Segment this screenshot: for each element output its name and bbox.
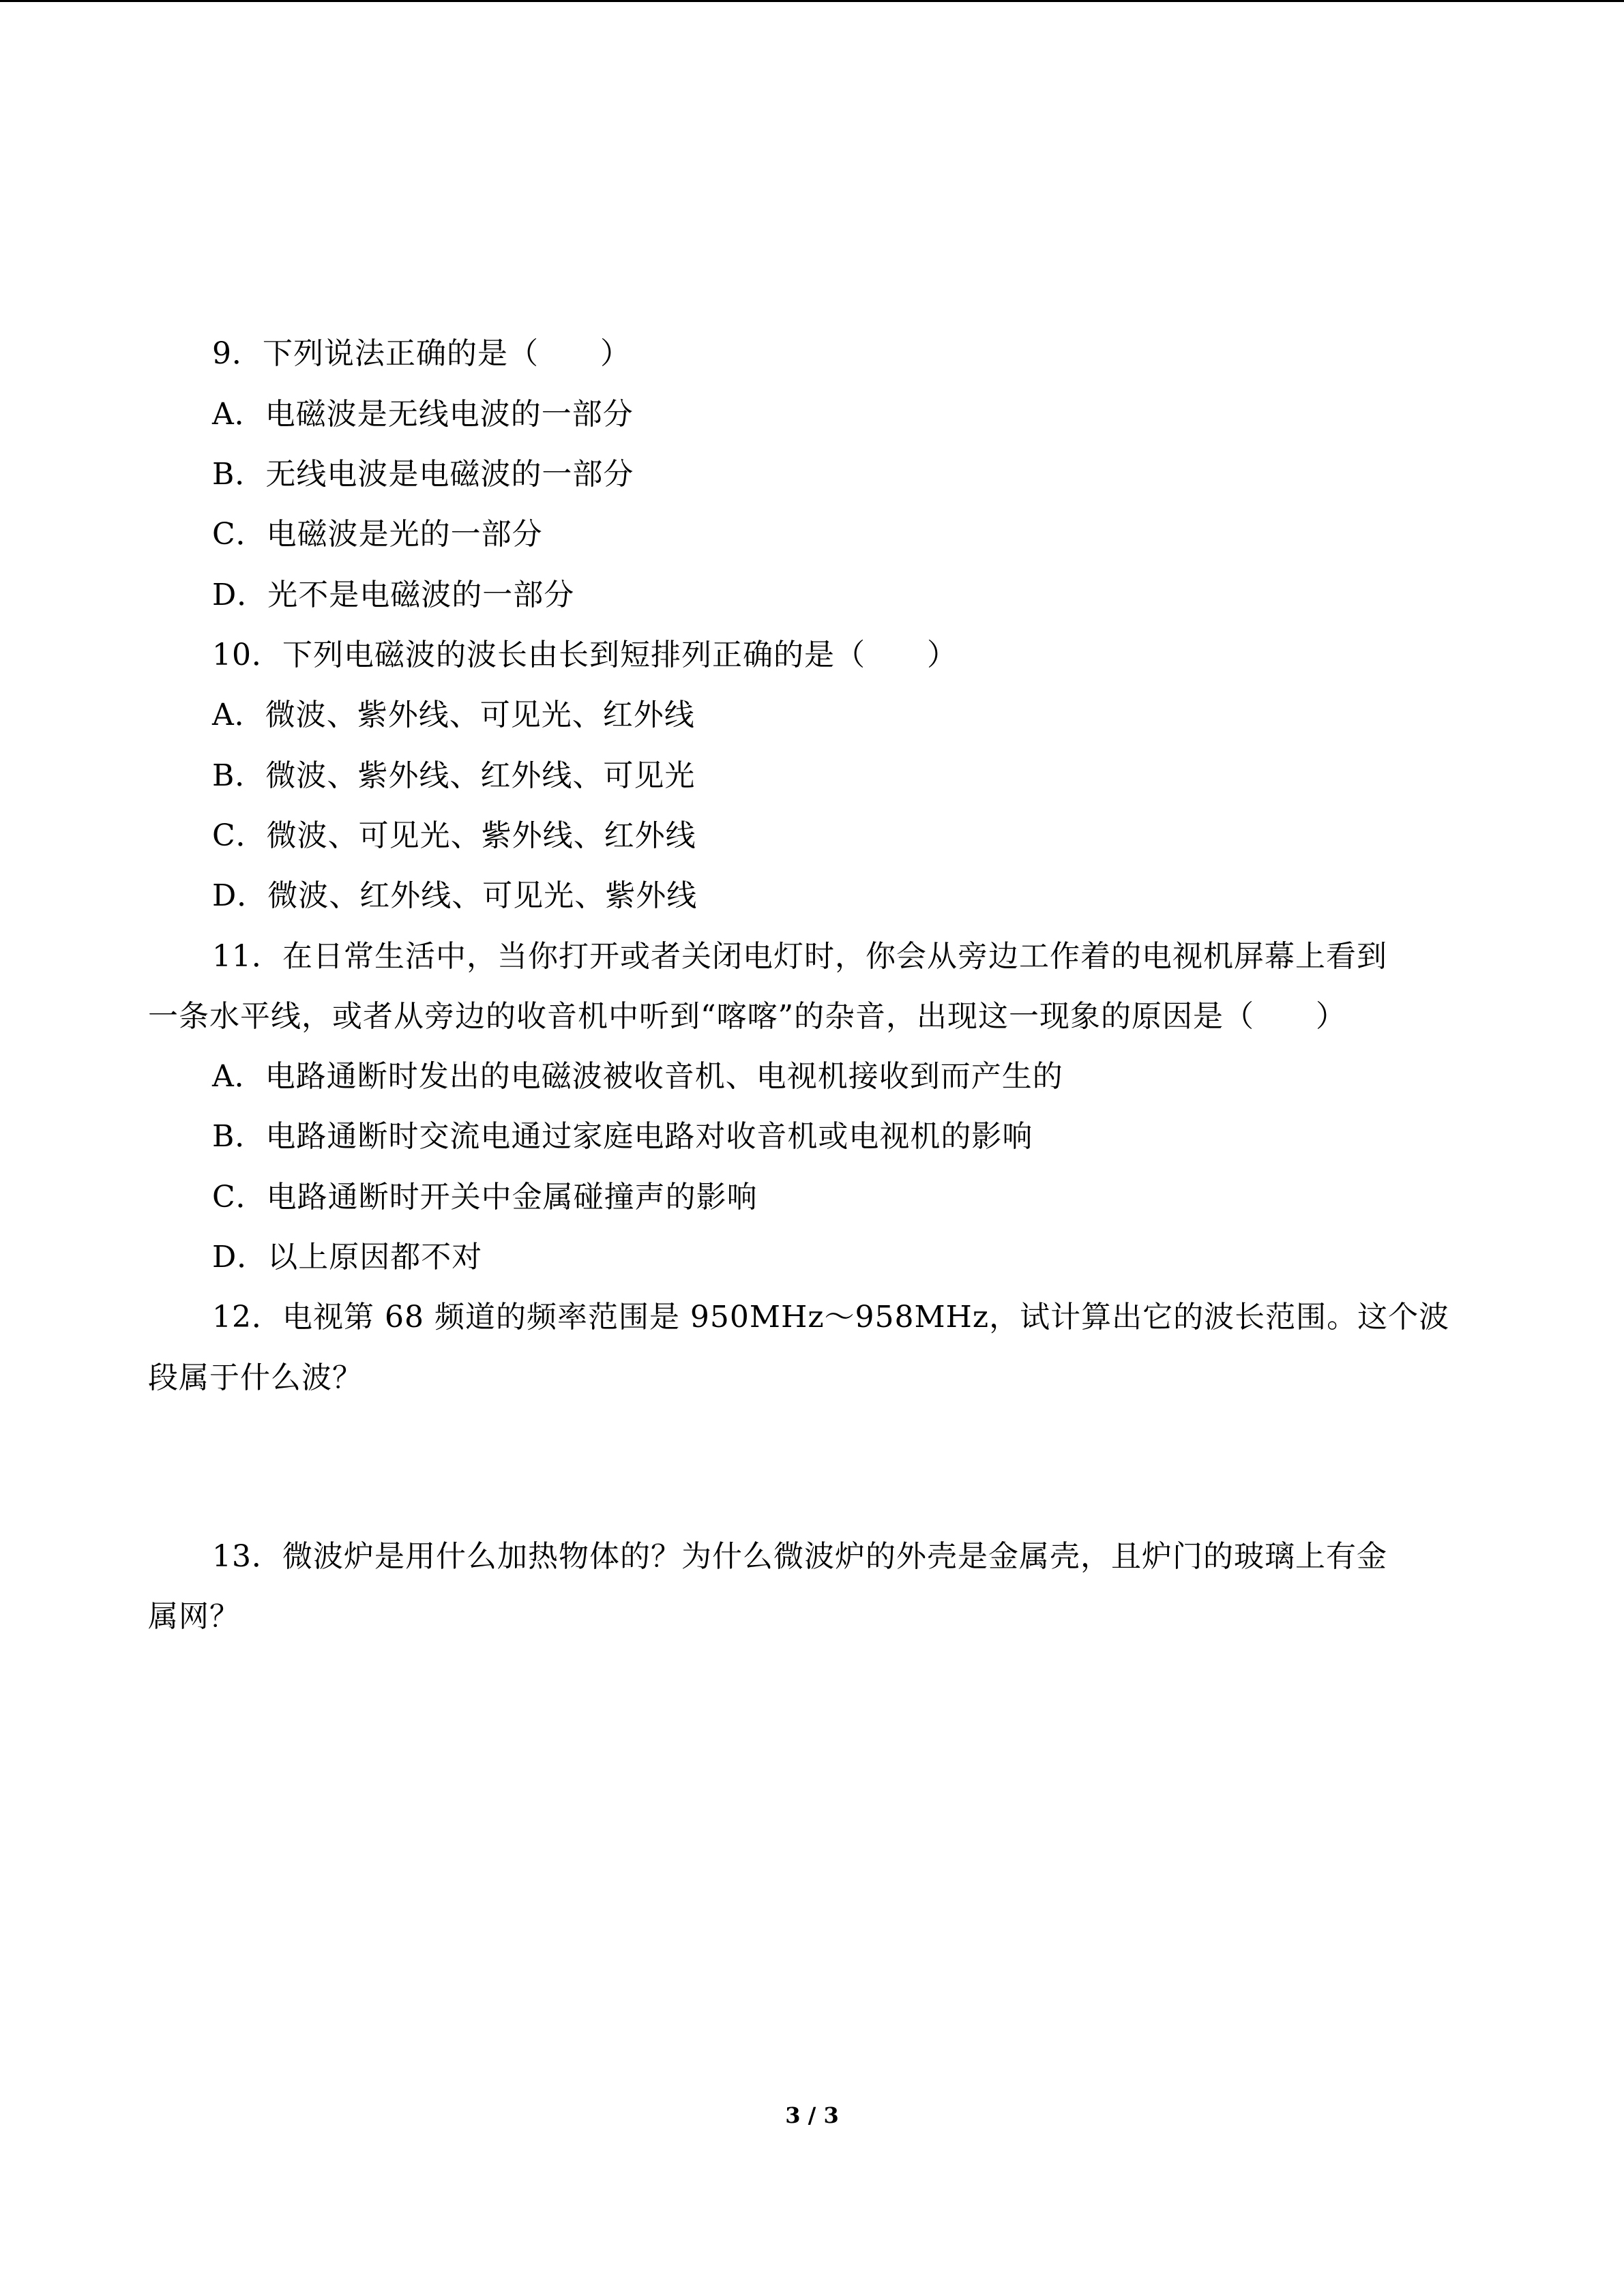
question-11-option-c: C．电路通断时开关中金属碰撞声的影响 — [212, 1180, 758, 1214]
question-12-stem-line-2: 段属于什么波？ — [148, 1360, 363, 1395]
question-9-option-d: D．光不是电磁波的一部分 — [212, 578, 575, 612]
question-9-option-a: A．电磁波是无线电波的一部分 — [212, 397, 634, 432]
page-number: 3 / 3 — [785, 2102, 839, 2128]
question-10-option-a: A．微波、紫外线、可见光、红外线 — [212, 698, 695, 732]
question-13-stem-line-2: 属网？ — [148, 1599, 240, 1634]
question-11-option-d: D．以上原因都不对 — [212, 1240, 483, 1274]
question-10-stem: 10．下列电磁波的波长由长到短排列正确的是（ ） — [212, 638, 958, 672]
question-10-option-d: D．微波、红外线、可见光、紫外线 — [212, 878, 698, 913]
question-13-stem-line-1: 13．微波炉是用什么加热物体的？为什么微波炉的外壳是金属壳，且炉门的玻璃上有金 — [212, 1539, 1387, 1574]
question-9-option-c: C．电磁波是光的一部分 — [212, 517, 543, 552]
question-10-option-c: C．微波、可见光、紫外线、红外线 — [212, 818, 696, 853]
question-11-stem-line-2: 一条水平线，或者从旁边的收音机中听到“喀喀”的杂音，出现这一现象的原因是（ ） — [148, 999, 1346, 1034]
question-12-stem-line-1: 12．电视第 68 频道的频率范围是 950MHz～958MHz，试计算出它的波长范围。这个波 — [212, 1300, 1450, 1335]
question-11-option-b: B．电路通断时交流电通过家庭电路对收音机或电视机的影响 — [212, 1119, 1033, 1154]
question-9-option-b: B．无线电波是电磁波的一部分 — [212, 457, 634, 492]
question-11-option-a: A．电路通断时发出的电磁波被收音机、电视机接收到而产生的 — [212, 1059, 1063, 1094]
question-10-option-b: B．微波、紫外线、红外线、可见光 — [212, 758, 696, 793]
page-top-border — [0, 0, 1624, 2]
question-11-stem-line-1: 11．在日常生活中，当你打开或者关闭电灯时，你会从旁边工作着的电视机屏幕上看到 — [212, 939, 1387, 974]
question-9-stem: 9．下列说法正确的是（ ） — [212, 336, 631, 371]
